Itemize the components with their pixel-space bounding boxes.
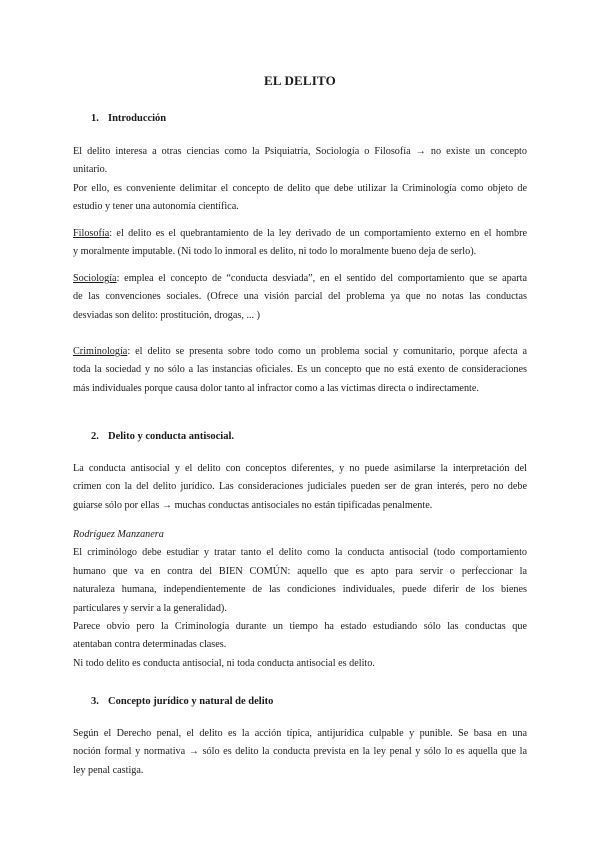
- text-line: ley penal castiga.: [73, 764, 144, 776]
- criminologia-text: : el delito se presenta sobre todo como un problema social y comunitario, porque afecta a: [127, 346, 527, 357]
- text-line: La conducta antisocial y el delito con conceptos diferentes, y no puede asimilarse la interpretación del: [73, 463, 527, 474]
- criminologia-paragraph: [73, 343, 527, 398]
- text-line: Según el Derecho penal, el delito es la acción típica, antijurídica culpable y punible. Se basa en una: [73, 728, 527, 739]
- section-number: 1.: [91, 113, 99, 124]
- text-line: Por ello, es conveniente delimitar el concepto de delito que debe utilizar la Criminología como objeto de: [73, 182, 527, 194]
- text-line: guiarse sólo por ellas → muchas conductas antisociales no están tipificadas penalmente.: [73, 499, 433, 511]
- sociologia-text: : emplea el concepto de “conducta desviada”, en el sentido del comportamiento que se aparta: [116, 273, 527, 284]
- text-line: El delito interesa a otras ciencias como la Psiquiatría, Sociología o Filosofía → no existe un concepto: [73, 146, 527, 157]
- text-line: más individuales porque causa dolor tanto al infractor como a las víctimas directa o indirectamente.: [73, 382, 479, 394]
- filosofia-paragraph: [73, 225, 527, 262]
- text-line: unitario.: [73, 164, 108, 176]
- section-number: 3.: [91, 696, 99, 707]
- text-line: El criminólogo debe estudiar y tratar tanto el delito como la conducta antisocial (todo comportamiento: [73, 547, 527, 559]
- intro-paragraph: [73, 143, 527, 217]
- text-line: humano que va en contra del BIEN COMÚN: aquello que es apto para servir o perfeccionar la: [73, 565, 527, 577]
- text-line: [73, 225, 527, 243]
- sociologia-term: Sociología: [73, 273, 117, 284]
- juridico-paragraph: [73, 725, 527, 780]
- text-line: de las convenciones sociales. (Ofrece una visión parcial del problema ya que no notas las conductas: [73, 291, 527, 303]
- section-title: Introducción: [108, 113, 167, 124]
- text-line: y moralmente imputable. (Ni todo lo inmoral es delito, ni todo lo moralmente bueno deja de serlo).: [73, 246, 477, 258]
- text-line: estudio y tener una autonomía científica.: [73, 201, 239, 213]
- section-heading-delito-conducta-antisocial: [91, 431, 234, 442]
- text-line: Ni todo delito es conducta antisocial, ni toda conducta antisocial es delito.: [73, 657, 375, 669]
- text-line: desviadas son delito: prostitución, drogas, ... ): [73, 309, 261, 321]
- antisocial-paragraph-1: [73, 460, 527, 515]
- text-line: toda la sociedad y no sólo a las instancias oficiales. Es un concepto que no está exento de consideraciones: [73, 364, 527, 376]
- section-heading-concepto-juridico: [91, 696, 273, 707]
- document-title: EL DELITO: [263, 73, 336, 88]
- antisocial-paragraph-2: [73, 526, 527, 673]
- text-line: atentaban contra determinadas clases.: [73, 639, 227, 651]
- sociologia-paragraph: [73, 270, 527, 325]
- section-title: Delito y conducta antisocial.: [108, 431, 234, 442]
- text-line: Parece obvio pero la Criminología durante un tiempo ha estado estudiando sólo las conductas que: [73, 621, 527, 633]
- section-title: Concepto jurídico y natural de delito: [108, 696, 274, 707]
- text-line: crimen con la del delito jurídico. Las consideraciones judiciales pueden ser de gran interés, pero no debe: [73, 481, 527, 493]
- author-name: Rodríguez Manzanera: [73, 529, 164, 540]
- text-line: [73, 343, 527, 361]
- filosofia-text: : el delito es el quebrantamiento de la ley derivado de un comportamiento externo en el hombre: [109, 228, 527, 239]
- criminologia-term: Criminología: [73, 346, 128, 357]
- section-heading-introduccion: [91, 113, 166, 124]
- text-line: noción formal y normativa → sólo es delito la conducta prevista en la ley penal y sólo lo es aquella que la: [73, 746, 527, 758]
- text-line: naturaleza humana, independientemente de las condiciones individuales, puede diferir de los bienes: [73, 584, 527, 596]
- text-line: [73, 270, 527, 288]
- filosofia-term: Filosofía: [73, 228, 110, 239]
- section-number: 2.: [91, 431, 99, 442]
- text-line: particulares y servir a la generalidad).: [73, 602, 227, 614]
